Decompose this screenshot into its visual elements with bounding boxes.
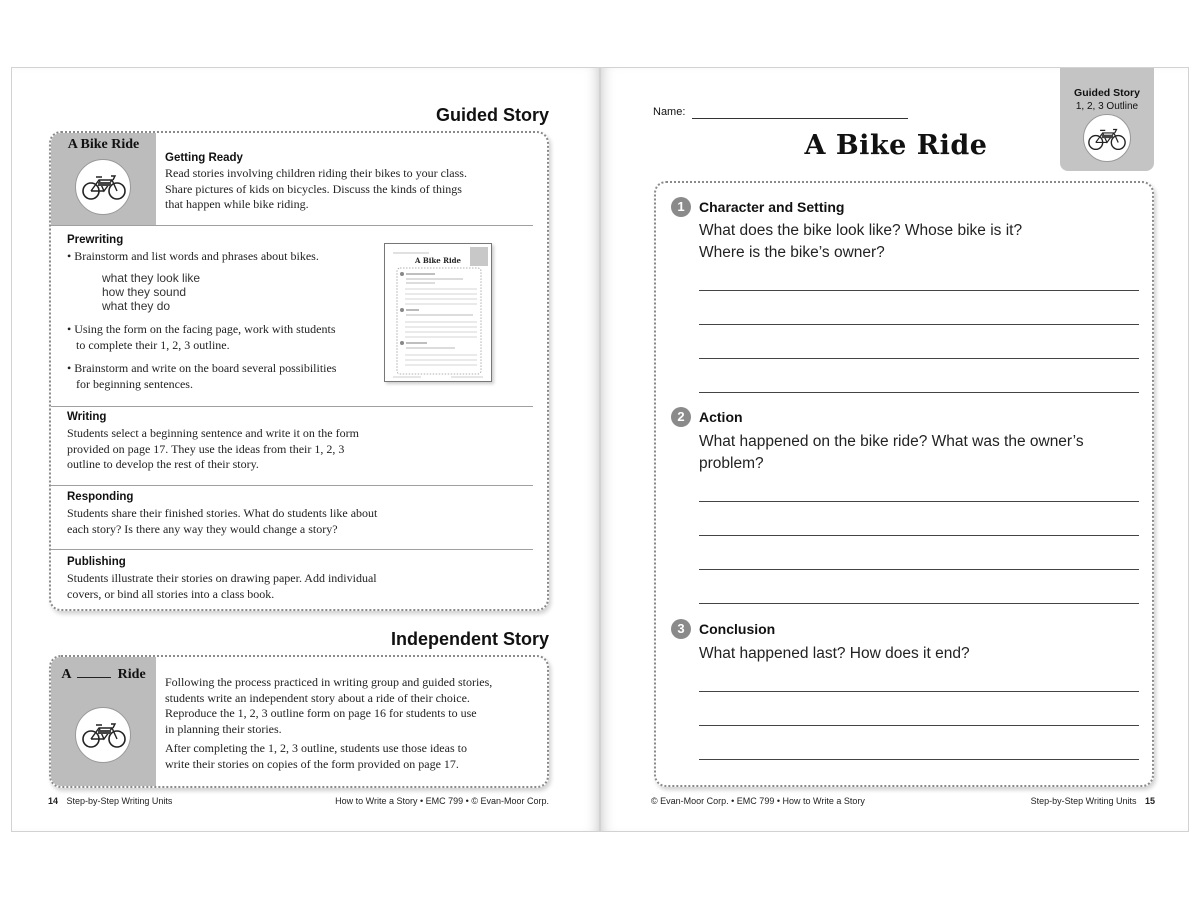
worksheet-card bbox=[654, 181, 1154, 787]
left-footer-page-series bbox=[48, 796, 172, 806]
independent-story-card bbox=[49, 655, 549, 788]
text-line: Share pictures of kids on bicycles. Discuss the kinds of things bbox=[165, 181, 462, 196]
text-line: outline to develop the rest of their story. bbox=[67, 457, 259, 471]
text-line: Following the process practiced in writing group and guided stories, bbox=[165, 675, 493, 689]
section-3-question bbox=[699, 643, 1139, 665]
answer-line[interactable] bbox=[699, 759, 1139, 760]
list-item: what they look like bbox=[102, 271, 201, 285]
text-line: What happened last? How does it end? bbox=[699, 645, 970, 662]
series-title: Step-by-Step Writing Units bbox=[66, 796, 173, 806]
divider bbox=[51, 225, 533, 226]
section-2-question bbox=[699, 431, 1139, 475]
answer-line[interactable] bbox=[699, 603, 1139, 604]
blank-line bbox=[77, 677, 111, 678]
bicycle-icon bbox=[1083, 114, 1131, 162]
divider bbox=[51, 406, 533, 407]
answer-line[interactable] bbox=[699, 569, 1139, 570]
page-number: 15 bbox=[1144, 796, 1155, 806]
independent-card-side-title bbox=[51, 667, 156, 683]
independent-para-2 bbox=[165, 741, 545, 772]
bicycle-icon bbox=[75, 159, 131, 215]
text-line: provided on page 17. They use the ideas from their 1, 2, 3 bbox=[67, 441, 345, 456]
worksheet-title: A Bike Ride bbox=[804, 130, 988, 161]
section-2-heading: Action bbox=[699, 409, 743, 425]
responding-text bbox=[67, 506, 407, 537]
right-page bbox=[600, 67, 1189, 832]
name-label: Name: bbox=[653, 106, 686, 118]
page-number: 14 bbox=[48, 796, 59, 806]
guided-story-card bbox=[49, 131, 549, 611]
name-field[interactable] bbox=[692, 118, 908, 119]
prewriting-bullet-3 bbox=[67, 361, 407, 392]
guided-card-side-title: A Bike Ride bbox=[67, 137, 140, 152]
text-line: What does the bike look like? Whose bike is it? bbox=[699, 222, 1023, 239]
responding-heading: Responding bbox=[67, 491, 134, 503]
right-footer-series-page bbox=[931, 796, 1155, 806]
getting-ready-heading: Getting Ready bbox=[165, 152, 243, 164]
prewriting-heading: Prewriting bbox=[67, 234, 124, 246]
left-page bbox=[11, 67, 600, 832]
answer-line[interactable] bbox=[699, 535, 1139, 536]
section-3-heading: Conclusion bbox=[699, 621, 776, 637]
section-3-number: 3 bbox=[671, 619, 691, 639]
text-line: Reproduce the 1, 2, 3 outline form on page 16 for students to use bbox=[165, 706, 477, 720]
prewriting-bullet-1: • Brainstorm and list words and phrases about bikes. bbox=[67, 249, 319, 263]
independent-para-1 bbox=[165, 675, 545, 737]
guided-card-side-panel bbox=[51, 133, 156, 225]
worksheet-thumbnail bbox=[384, 243, 492, 382]
publishing-heading: Publishing bbox=[67, 556, 126, 568]
list-item: what they do bbox=[102, 299, 171, 313]
answer-line[interactable] bbox=[699, 392, 1139, 393]
writing-heading: Writing bbox=[67, 411, 107, 423]
left-footer-credit: How to Write a Story • EMC 799 • © Evan-Moor Corp. bbox=[335, 796, 549, 806]
text-line: Where is the bike’s owner? bbox=[699, 244, 885, 261]
list-item: how they sound bbox=[102, 285, 187, 299]
tab-title: Guided Story bbox=[1074, 87, 1140, 99]
prewriting-list bbox=[102, 271, 200, 313]
publishing-text bbox=[67, 571, 407, 602]
answer-line[interactable] bbox=[699, 691, 1139, 692]
text-line: write their stories on copies of the form provided on page 17. bbox=[165, 756, 459, 771]
text-line: in planning their stories. bbox=[165, 721, 282, 736]
independent-card-side-panel bbox=[51, 657, 156, 788]
independent-story-heading: Independent Story bbox=[390, 629, 549, 649]
answer-line[interactable] bbox=[699, 324, 1139, 325]
text-line: • Using the form on the facing page, work with students bbox=[67, 322, 336, 336]
section-1-number: 1 bbox=[671, 197, 691, 217]
side-title-b: Ride bbox=[117, 667, 146, 682]
text-line: Read stories involving children riding their bikes to your class. bbox=[165, 166, 467, 180]
section-2-number: 2 bbox=[671, 407, 691, 427]
text-line: Students select a beginning sentence and write it on the form bbox=[67, 426, 359, 440]
guided-story-tab bbox=[1060, 68, 1154, 171]
divider bbox=[51, 549, 533, 550]
writing-text bbox=[67, 426, 407, 473]
tab-subtitle: 1, 2, 3 Outline bbox=[1075, 101, 1139, 112]
text-line: Students share their finished stories. What do students like about bbox=[67, 506, 378, 520]
divider bbox=[51, 485, 533, 486]
text-line: After completing the 1, 2, 3 outline, students use those ideas to bbox=[165, 741, 467, 755]
text-line: each story? Is there any way they would change a story? bbox=[67, 521, 338, 536]
text-line: problem? bbox=[699, 455, 764, 472]
answer-line[interactable] bbox=[699, 358, 1139, 359]
text-line: students write an independent story about a ride of their choice. bbox=[165, 690, 470, 705]
side-title-a: A bbox=[61, 667, 71, 682]
text-line: that happen while bike riding. bbox=[165, 197, 309, 211]
answer-line[interactable] bbox=[699, 290, 1139, 291]
text-line: for beginning sentences. bbox=[76, 376, 193, 391]
answer-line[interactable] bbox=[699, 725, 1139, 726]
bicycle-icon bbox=[75, 707, 131, 763]
text-line: What happened on the bike ride? What was the owner’s bbox=[699, 433, 1084, 450]
prewriting-bullet-2 bbox=[67, 322, 407, 353]
book-spread bbox=[11, 67, 1189, 832]
answer-line[interactable] bbox=[699, 501, 1139, 502]
series-title: Step-by-Step Writing Units bbox=[1030, 796, 1137, 806]
guided-story-heading: Guided Story bbox=[435, 105, 549, 125]
right-footer-credit: © Evan-Moor Corp. • EMC 799 • How to Write a Story bbox=[651, 796, 865, 806]
text-line: covers, or bind all stories into a class book. bbox=[67, 586, 275, 601]
getting-ready-text bbox=[165, 166, 545, 213]
text-line: • Brainstorm and write on the board several possibilities bbox=[67, 361, 337, 375]
text-line: Students illustrate their stories on drawing paper. Add individual bbox=[67, 571, 377, 585]
section-1-question bbox=[699, 220, 1139, 264]
text-line: to complete their 1, 2, 3 outline. bbox=[76, 337, 230, 352]
section-1-heading: Character and Setting bbox=[699, 199, 845, 215]
thumbnail-title: A Bike Ride bbox=[414, 256, 462, 265]
